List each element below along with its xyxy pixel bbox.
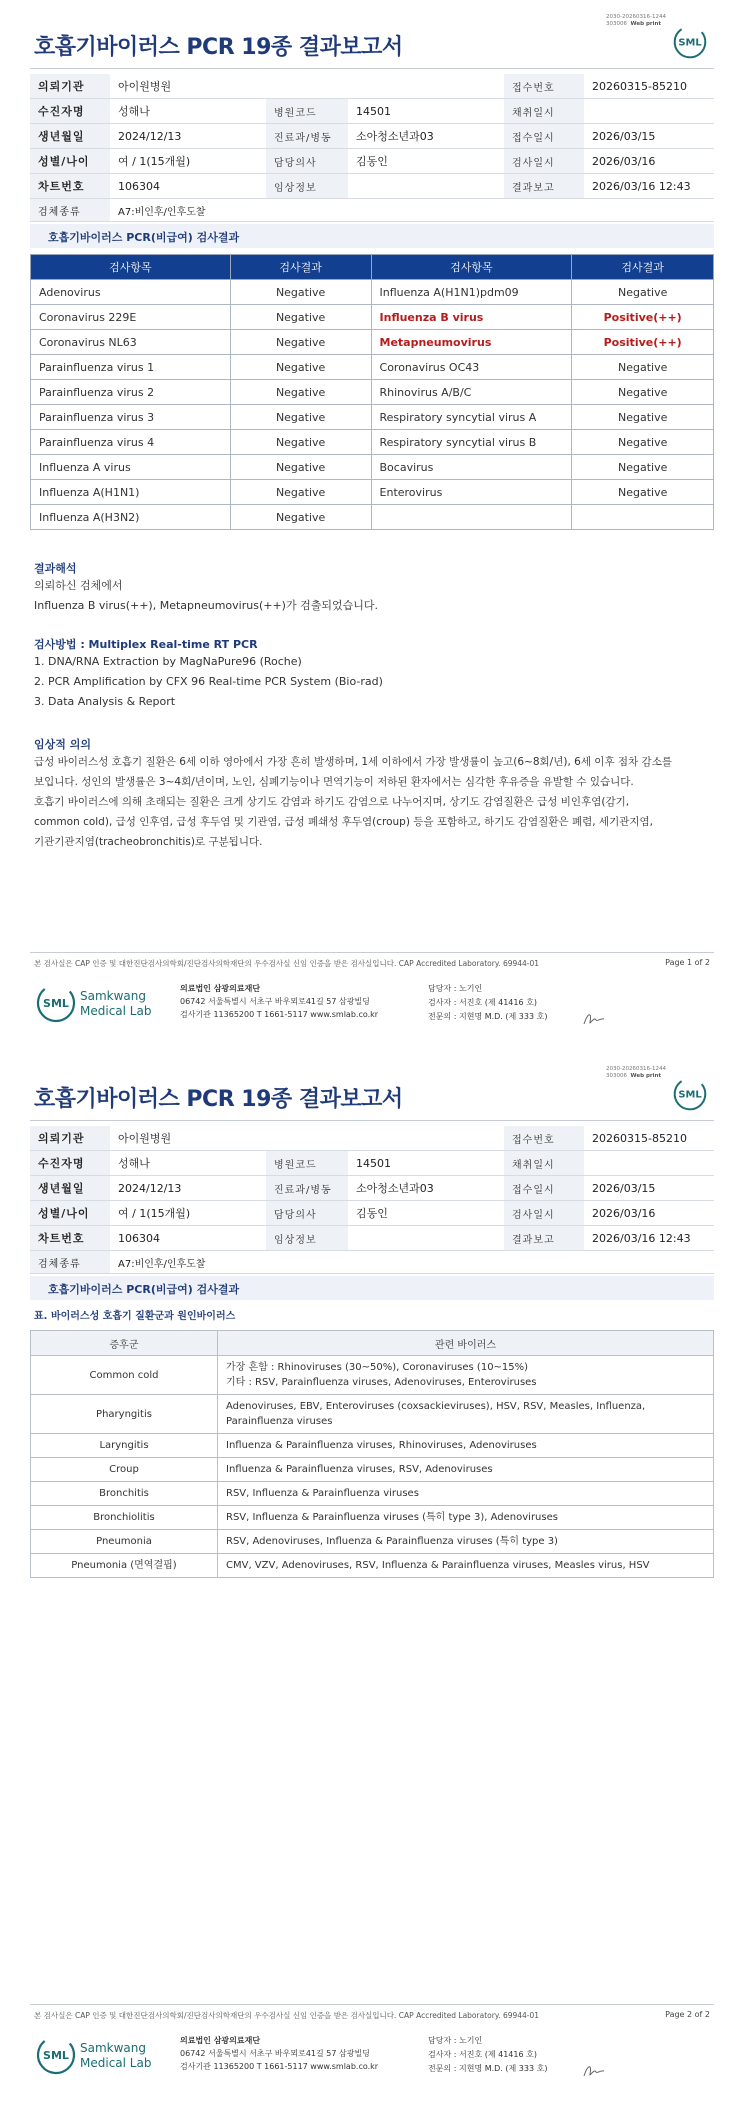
related-virus-cell [218,1356,714,1395]
results-item-cell: Parainfluenza virus 1 [31,355,231,380]
sign-label: 담당자 : [428,2036,457,2045]
report-date-label: 결과보고 [504,1226,584,1251]
related-virus-line: Influenza & Parainfluenza viruses, Rhinoviruses, Adenoviruses [226,1440,537,1451]
dept-label: 진료과/병동 [266,124,348,149]
reference-number: 2030-20260316-1244 [606,1066,666,1072]
syndrome-virus-table [30,1330,714,1578]
dept-label: 진료과/병동 [266,1176,348,1201]
clinical-line: 호흡기 바이러스에 의해 초래되는 질환은 크게 상기도 감염과 하기도 감염으로 나누어지며, 상기도 감염질환은 급성 비인후염(감기, [34,796,630,808]
results-item-cell: Influenza A(H3N2) [31,505,231,530]
results-row [31,330,714,355]
results-row [31,280,714,305]
results-value-cell: Negative [230,480,371,505]
org-name: 의료법인 삼광의료재단 [180,984,261,993]
sign-label: 담당자 : [428,984,457,993]
sign-name: 지현명 M.D. (제 333 호) [458,2064,548,2073]
doctor-label: 담당의사 [266,1201,348,1226]
org-address: 06742 서울특별시 서초구 바우뫼로41길 57 삼광빌딩 [180,997,370,1006]
title-divider [30,1120,714,1121]
results-item-cell: Adenovirus [31,280,231,305]
syndrome-name-cell: Pneumonia [31,1530,218,1554]
results-item-cell: Influenza A virus [31,455,231,480]
receipt-no-label: 접수번호 [504,74,584,99]
results-value-cell [572,505,714,530]
related-virus-cell [218,1458,714,1482]
title-divider [30,68,714,69]
sign-name: 서진호 (제 41416 호) [458,2050,537,2059]
sign-name: 노기인 [458,2036,483,2045]
results-row [31,405,714,430]
method-steps [34,652,383,712]
clinical-line: 기관기관지염(tracheobronchitis)로 구분됩니다. [34,836,263,848]
hosp-code-label: 병원코드 [266,1151,348,1176]
related-virus-line: RSV, Influenza & Parainfluenza viruses (특히 type 3), Adenoviruses [226,1512,558,1523]
svg-text:Medical Lab: Medical Lab [80,2056,152,2070]
sign-label: 검사자 : [428,2050,457,2059]
specimen-value: A7:비인후/인후도찰 [110,199,714,222]
related-virus-line: RSV, Adenoviruses, Influenza & Parainfluenza viruses (특히 type 3) [226,1536,558,1547]
test-date-value: 2026/03/16 [584,149,714,174]
patient-label: 수진자명 [30,1151,110,1176]
results-section-header [30,224,714,248]
results-item-cell: Metapneumovirus [371,330,572,355]
signature-block [428,2034,547,2076]
svg-text:SML: SML [678,37,702,49]
dob-label: 생년월일 [30,1176,110,1201]
receipt-date-value: 2026/03/15 [584,1176,714,1201]
results-value-cell: Negative [572,355,714,380]
results-value-cell: Negative [572,280,714,305]
results-item-cell: Respiratory syncytial virus A [371,405,572,430]
results-table [30,254,714,530]
results-item-cell [371,505,572,530]
related-virus-line: RSV, Influenza & Parainfluenza viruses [226,1488,419,1499]
clinical-significance-text [34,752,714,852]
receipt-date-value: 2026/03/15 [584,124,714,149]
specimen-label: 검체종류 [30,199,110,222]
related-virus-line: CMV, VZV, Adenoviruses, RSV, Influenza & Parainfluenza viruses, Measles virus, HSV [226,1560,650,1571]
results-section-header [30,1276,714,1300]
results-row [31,380,714,405]
reference-code: 303006 [606,21,627,27]
results-header-result-2: 검사결과 [572,255,714,280]
results-item-cell: Rhinovirus A/B/C [371,380,572,405]
method-heading: 검사방법 : Multiplex Real-time RT PCR [34,638,258,651]
results-value-cell: Negative [572,480,714,505]
specimen-label: 검체종류 [30,1251,110,1274]
signature-scribble-icon [582,2062,606,2080]
results-row [31,430,714,455]
results-value-cell: Negative [230,380,371,405]
svg-text:Samkwang: Samkwang [80,989,146,1003]
results-value-cell: Negative [230,330,371,355]
receipt-date-label: 접수일시 [504,124,584,149]
sign-name: 지현명 M.D. (제 333 호) [458,1012,548,1021]
results-item-cell: Parainfluenza virus 3 [31,405,231,430]
results-item-cell: Coronavirus 229E [31,305,231,330]
report-title: 호흡기바이러스 PCR 19종 결과보고서 [34,35,403,60]
results-value-cell: Negative [230,355,371,380]
document-reference [606,1066,666,1080]
results-item-cell: Parainfluenza virus 4 [31,430,231,455]
clinical-significance-heading: 임상적 의의 [34,738,91,751]
doctor-value: 김동인 [348,149,504,174]
results-row [31,455,714,480]
accreditation-note: 본 검사실은 CAP 인증 및 대한진단검사의학회/진단검사의학재단의 우수검사실 신임 인증을 받은 검사실입니다. CAP Accredited Laboratory. 69944-01 [34,959,540,968]
footer-divider [30,2004,714,2005]
test-date-label: 검사일시 [504,149,584,174]
syndrome-row [31,1395,714,1434]
samkwang-logo-icon [36,980,166,1026]
syndrome-row [31,1554,714,1578]
related-virus-line: Influenza & Parainfluenza viruses, RSV, Adenoviruses [226,1464,493,1475]
syndrome-header: 증후군 [31,1331,218,1356]
svg-text:Medical Lab: Medical Lab [80,1004,152,1018]
results-row [31,480,714,505]
receipt-no-value: 20260315-85210 [584,1126,714,1151]
patient-value: 성해나 [110,99,266,124]
method-step: 1. DNA/RNA Extraction by MagNaPure96 (Roche) [34,655,302,668]
collect-date-value [584,1151,714,1176]
test-date-value: 2026/03/16 [584,1201,714,1226]
results-item-cell: Coronavirus NL63 [31,330,231,355]
sign-label: 전문의 : [428,1012,457,1021]
results-item-cell: Enterovirus [371,480,572,505]
results-value-cell: Negative [230,305,371,330]
hospital-label: 의뢰기관 [30,1126,110,1151]
results-header-item-1: 검사항목 [31,255,231,280]
results-item-cell: Coronavirus OC43 [371,355,572,380]
results-section-title: 호흡기바이러스 PCR(비급여) 검사결과 [48,231,240,244]
chart-label: 차트번호 [30,1226,110,1251]
sex-age-label: 성별/나이 [30,1201,110,1226]
results-row [31,355,714,380]
dob-label: 생년월일 [30,124,110,149]
org-address: 06742 서울특별시 서초구 바우뫼로41길 57 삼광빌딩 [180,2049,370,2058]
sml-logo-icon [672,24,708,60]
related-virus-header: 관련 바이러스 [218,1331,714,1356]
chart-value: 106304 [110,1226,266,1251]
clinical-line: 급성 바이러스성 호흡기 질환은 6세 이하 영아에서 가장 흔히 발생하며, 1세 이하에서 가장 발생률이 높고(6~8회/년), 6세 이후 점차 감소를 [34,756,672,768]
method-step: 3. Data Analysis & Report [34,695,176,708]
interpretation-heading: 결과해석 [34,562,77,575]
sex-age-value: 여 / 1(15개월) [110,1201,266,1226]
specimen-value: A7:비인후/인후도찰 [110,1251,714,1274]
signature-block [428,982,547,1024]
interpretation-line: Influenza B virus(++), Metapneumovirus(++)가 검출되었습니다. [34,599,378,612]
results-value-cell: Negative [572,405,714,430]
sign-label: 검사자 : [428,998,457,1007]
report-title: 호흡기바이러스 PCR 19종 결과보고서 [34,1087,403,1112]
syndrome-row [31,1434,714,1458]
clinical-value [348,1226,504,1251]
receipt-date-label: 접수일시 [504,1176,584,1201]
results-value-cell: Negative [572,455,714,480]
svg-text:SML: SML [678,1089,702,1101]
org-name: 의료법인 삼광의료재단 [180,2036,261,2045]
interpretation-text [34,576,378,616]
collect-date-label: 채취일시 [504,99,584,124]
reference-number: 2030-20260316-1244 [606,14,666,20]
interpretation-line: 의뢰하신 검체에서 [34,579,123,592]
results-header-result-1: 검사결과 [230,255,371,280]
syndrome-row [31,1530,714,1554]
related-virus-cell [218,1434,714,1458]
clinical-line: common cold), 급성 인후염, 급성 후두염 및 기관염, 급성 폐쇄성 후두염(croup) 등을 포함하고, 하기도 감염질환은 폐렴, 세기관지염, [34,816,653,828]
results-value-cell: Negative [230,280,371,305]
org-info [180,2034,378,2073]
syndrome-name-cell: Pharyngitis [31,1395,218,1434]
syndrome-name-cell: Bronchitis [31,1482,218,1506]
related-virus-cell [218,1554,714,1578]
results-item-cell: Influenza A(H1N1)pdm09 [371,280,572,305]
chart-value: 106304 [110,174,266,199]
report-date-value: 2026/03/16 12:43 [584,1226,714,1251]
hosp-code-value: 14501 [348,1151,504,1176]
results-item-cell: Influenza B virus [371,305,572,330]
results-value-cell: Negative [572,380,714,405]
related-virus-cell [218,1530,714,1554]
report-date-value: 2026/03/16 12:43 [584,174,714,199]
results-item-cell: Respiratory syncytial virus B [371,430,572,455]
sign-label: 전문의 : [428,2064,457,2073]
results-value-cell: Negative [230,455,371,480]
syndrome-name-cell: Pneumonia (면역결핍) [31,1554,218,1578]
patient-label: 수진자명 [30,99,110,124]
document-reference [606,14,666,28]
hosp-code-label: 병원코드 [266,99,348,124]
svg-text:Samkwang: Samkwang [80,2041,146,2055]
clinical-line: 보입니다. 성인의 발생률은 3~4회/년이며, 노인, 심폐기능이나 면역기능이 저하된 환자에서는 심각한 후유증을 유발할 수 있습니다. [34,776,634,788]
patient-info-table [30,74,714,222]
results-item-cell: Parainfluenza virus 2 [31,380,231,405]
syndrome-name-cell: Bronchiolitis [31,1506,218,1530]
results-section-title: 호흡기바이러스 PCR(비급여) 검사결과 [48,1283,240,1296]
test-date-label: 검사일시 [504,1201,584,1226]
related-virus-cell [218,1482,714,1506]
doctor-value: 김동인 [348,1201,504,1226]
results-table-body [31,280,714,530]
results-item-cell: Bocavirus [371,455,572,480]
related-virus-cell [218,1506,714,1530]
page-number: Page 1 of 2 [665,958,710,967]
web-print-label: Web print [630,21,662,27]
results-row [31,505,714,530]
related-virus-line: 기타 : RSV, Parainfluenza viruses, Adenoviruses, Enteroviruses [226,1377,537,1388]
sign-name: 노기인 [458,984,483,993]
footer-divider [30,952,714,953]
results-value-cell: Negative [230,505,371,530]
syndrome-table-body [31,1356,714,1578]
samkwang-logo-icon [36,2032,166,2078]
receipt-no-value: 20260315-85210 [584,74,714,99]
hosp-code-value: 14501 [348,99,504,124]
method-step: 2. PCR Amplification by CFX 96 Real-time PCR System (Bio-rad) [34,675,383,688]
report-page-2 [0,1052,744,2104]
syndrome-row [31,1482,714,1506]
report-date-label: 결과보고 [504,174,584,199]
results-header-item-2: 검사항목 [371,255,572,280]
accreditation-note: 본 검사실은 CAP 인증 및 대한진단검사의학회/진단검사의학재단의 우수검사실 신임 인증을 받은 검사실입니다. CAP Accredited Laboratory. 69944-01 [34,2011,540,2020]
results-value-cell: Negative [572,430,714,455]
page-number: Page 2 of 2 [665,2010,710,2019]
dept-value: 소아청소년과03 [348,1176,504,1201]
receipt-no-label: 접수번호 [504,1126,584,1151]
syndrome-row [31,1356,714,1395]
signature-scribble-icon [582,1010,606,1028]
hospital-label: 의뢰기관 [30,74,110,99]
svg-text:SML: SML [43,997,69,1010]
related-virus-line: Parainfluenza viruses [226,1416,333,1427]
hospital-value: 아이원병원 [110,74,504,99]
doctor-label: 담당의사 [266,149,348,174]
results-row [31,305,714,330]
syndrome-row [31,1506,714,1530]
syndrome-name-cell: Common cold [31,1356,218,1395]
syndrome-name-cell: Laryngitis [31,1434,218,1458]
org-contact: 검사기관 11365200 T 1661-5117 www.smlab.co.kr [180,2062,379,2071]
patient-value: 성해나 [110,1151,266,1176]
collect-date-value [584,99,714,124]
dob-value: 2024/12/13 [110,1176,266,1201]
chart-label: 차트번호 [30,174,110,199]
hospital-value: 아이원병원 [110,1126,504,1151]
syndrome-table-subtitle: 표. 바이러스성 호흡기 질환군과 원인바이러스 [34,1311,236,1322]
related-virus-line: 가장 흔함 : Rhinoviruses (30~50%), Coronaviruses (10~15%) [226,1362,529,1373]
sex-age-value: 여 / 1(15개월) [110,149,266,174]
results-value-cell: Negative [230,430,371,455]
related-virus-cell [218,1395,714,1434]
results-value-cell: Negative [230,405,371,430]
results-item-cell: Influenza A(H1N1) [31,480,231,505]
dob-value: 2024/12/13 [110,124,266,149]
results-value-cell: Positive(++) [572,330,714,355]
results-value-cell: Positive(++) [572,305,714,330]
sign-name: 서진호 (제 41416 호) [458,998,537,1007]
patient-info-table [30,1126,714,1274]
syndrome-row [31,1458,714,1482]
web-print-label: Web print [630,1073,662,1079]
clinical-label: 임상정보 [266,1226,348,1251]
org-info [180,982,378,1021]
reference-code: 303006 [606,1073,627,1079]
org-contact: 검사기관 11365200 T 1661-5117 www.smlab.co.kr [180,1010,379,1019]
related-virus-line: Adenoviruses, EBV, Enteroviruses (coxsackieviruses), HSV, RSV, Measles, Influenza, [226,1401,646,1412]
dept-value: 소아청소년과03 [348,124,504,149]
clinical-label: 임상정보 [266,174,348,199]
syndrome-name-cell: Croup [31,1458,218,1482]
sex-age-label: 성별/나이 [30,149,110,174]
clinical-value [348,174,504,199]
collect-date-label: 채취일시 [504,1151,584,1176]
sml-logo-icon [672,1076,708,1112]
svg-text:SML: SML [43,2049,69,2062]
